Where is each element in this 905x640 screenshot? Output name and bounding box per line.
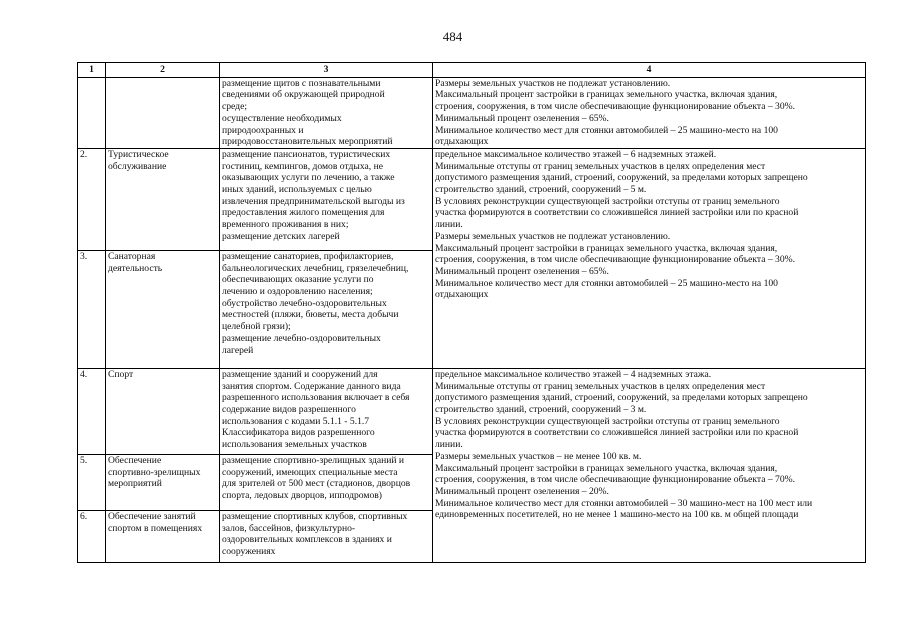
- row-description: размещение санаториев, профилакториев, бальнеологических лечебниц, грязелечебниц, обеспечивающих оказание услуги по лечению и оздоровлению населения; обустройство лечебно-оздоровительных местностей (пляжи, бюветы, места добычи целебной грязи); размещение лечебно-оздоровительных лагерей: [220, 250, 433, 368]
- row-number: [78, 77, 106, 148]
- row-name: Санаторная деятельность: [106, 250, 220, 368]
- header-col-4: 4: [433, 63, 866, 78]
- row-name: Обеспечение занятий спортом в помещениях: [106, 510, 220, 562]
- row-description: размещение щитов с познавательными сведениями об окружающей природной среде; осуществление необходимых природоохранных и природовосстановительных мероприятий: [220, 77, 433, 148]
- row-number: 3.: [78, 250, 106, 368]
- row-name: Спорт: [106, 368, 220, 454]
- row-number: 4.: [78, 368, 106, 454]
- row-number: 6.: [78, 510, 106, 562]
- table-row: [78, 368, 866, 454]
- row-name: [106, 77, 220, 148]
- row-number: 2.: [78, 148, 106, 250]
- page-number: 484: [442, 29, 463, 44]
- row-description: размещение пансионатов, туристических гостиниц, кемпингов, домов отдыха, не оказывающих услуги по лечению, а также иных зданий, используемых с целью извлечения предпринимательской выгоды из предоставления жилого помещения для временного проживания в них; размещение детских лагерей: [220, 148, 433, 250]
- header-col-1: 1: [78, 63, 106, 78]
- header-col-3: 3: [220, 63, 433, 78]
- header-col-2: 2: [106, 63, 220, 78]
- row-description: размещение зданий и сооружений для занятия спортом. Содержание данного вида разрешенного использования включает в себя содержание видов разрешенного использования с кодами 5.1.1 - 5.1.7 Классификатора видов разрешенного использования земельных участков: [220, 368, 433, 454]
- row-number: 5.: [78, 454, 106, 510]
- row-params-group-b: предельное максимальное количество этажей – 4 надземных этажа. Минимальные отступы от границ земельных участков в целях определения мест допустимого размещения зданий, строений, сооружений, за пределами которых запрещено строительство зданий, строений, сооружений – 3 м. В условиях реконструкции существующей застройки отступы от границ земельного участка формируются в соответствии со сложившейся линией застройки или по красной линии. Размеры земельных участков – не менее 100 кв. м. Максимальный процент застройки в границах земельного участка, включая здания, строения, сооружения, в том числе обеспечивающие функционирование объекта – 70%. Минимальный процент озеленения – 20%. Минимальное количество мест для стоянки автомобилей – 30 машино-мест на 100 мест или единовременных посетителей, но не менее 1 машино-место на 100 кв. м общей площади: [433, 368, 866, 562]
- row-description: размещение спортивных клубов, спортивных залов, бассейнов, физкультурно- оздоровительных комплексов в зданиях и сооружениях: [220, 510, 433, 562]
- table-row: [78, 148, 866, 250]
- land-use-table: [77, 62, 866, 563]
- table-row: [78, 77, 866, 148]
- row-params: Размеры земельных участков не подлежат установлению. Максимальный процент застройки в границах земельного участка, включая здания, строения, сооружения, в том числе обеспечивающие функционирование объекта – 30%. Минимальный процент озеленения – 65%. Минимальное количество мест для стоянки автомобилей – 25 машино-место на 100 отдыхающих: [433, 77, 866, 148]
- row-name: Обеспечение спортивно-зрелищных мероприятий: [106, 454, 220, 510]
- table-header-row: [78, 63, 866, 78]
- row-params-group-a: предельное максимальное количество этажей – 6 надземных этажей. Минимальные отступы от границ земельных участков в целях определения мест допустимого размещения зданий, строений, сооружений, за пределами которых запрещено строительство зданий, строений, сооружений – 5 м. В условиях реконструкции существующей застройки отступы от границ земельного участка формируются в соответствии со сложившейся линией застройки или по красной линии. Размеры земельных участков не подлежат установлению. Максимальный процент застройки в границах земельного участка, включая здания, строения, сооружения, в том числе обеспечивающие функционирование объекта – 30%. Минимальный процент озеленения – 65%. Минимальное количество мест для стоянки автомобилей – 25 машино-место на 100 отдыхающих: [433, 148, 866, 368]
- row-name: Туристическое обслуживание: [106, 148, 220, 250]
- row-description: размещение спортивно-зрелищных зданий и сооружений, имеющих специальные места для зрителей от 500 мест (стадионов, дворцов спорта, ледовых дворцов, ипподромов): [220, 454, 433, 510]
